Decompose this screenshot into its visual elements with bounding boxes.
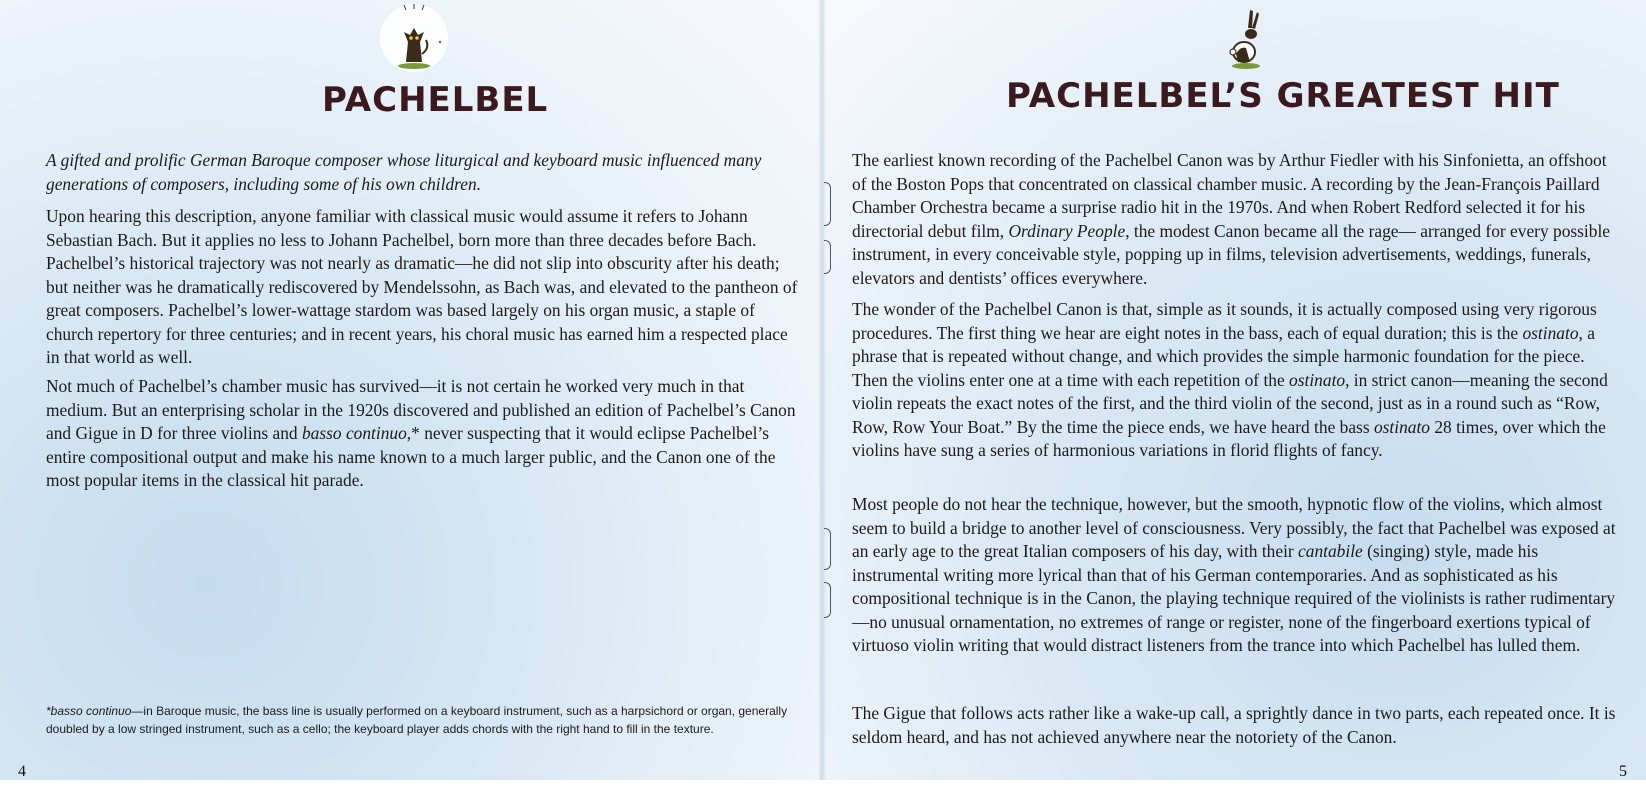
left-page-subtitle: A gifted and prolific German Baroque composer whose liturgical and keyboard music influenced many generations of composers, including some of his own children. [46,150,762,194]
cartoon-rabbit-icon [1224,6,1268,70]
ostinato-term-1: ostinato [1522,322,1579,343]
left-page [0,0,822,780]
ostinato-term-2: ostinato [1289,369,1346,390]
left-paragraph-2-text: Not much of Pachelbel’s chamber music has survived—it is not certain he worked very much in that medium. But an enterprising scholar in the 1920s discovered and published an edition of Pachelbel’s Canon and Gigue in D for three violins and [46,376,796,443]
right-paragraph-2-text-c: , in strict canon—meaning the second violin repeats the exact notes of the first, and the third violin of the second, just as in a round such as “Row, Row, Row Your Boat.” By the time the piece ends, we have heard the bass [852,369,1608,437]
booklet-gutter [818,0,826,780]
right-paragraph-2-text-a: The wonder of the Pachelbel Canon is that, simple as it sounds, it is actually composed using very rigorous procedures. The first thing we hear are eight notes in the bass, each of equal duration; this is the [852,299,1597,343]
left-paragraph-2 [46,375,800,493]
ostinato-term-3: ostinato [1373,416,1430,437]
right-paragraph-1-text: The earliest known recording of the Pachelbel Canon was by Arthur Fiedler with his Sinfonietta, an offshoot of the Boston Pops that concentrated on classical chamber music. A recording by the Jean-François Paillard Chamber Orchestra became a surprise radio hit in the 1970s. And when Robert Redford selected it for his directorial debut film, [852,150,1607,241]
right-paragraph-2 [852,298,1616,463]
footnote-term: *basso continuo [46,704,132,718]
right-paragraph-2-text-d: 28 times, over which the violins have sung a series of harmonious variations in florid flights of fancy. [852,416,1606,460]
staple-bottom [824,528,831,570]
right-paragraph-2-text-b: , a phrase that is repeated without change, and which provides the simple harmonic foundation for the piece. Then the violins enter one at a time with each repetition of the [852,322,1595,390]
footnote-text: —in Baroque music, the bass line is usually performed on a keyboard instrument, such as a harpsichord or organ, generally doubled by a low stringed instrument, such as a cello; the keyboard player adds chords with the right hand to fill in the texture. [46,704,788,736]
staple-bottom-lower [824,582,831,618]
right-paragraph-3-text-b: (singing) style, made his instrumental writing more lyrical than that of his German contemporaries. And as sophisticated as his compositional technique is in the Canon, the playing technique required of the violinists is rather rudimentary—no unusual ornamentation, no extremes of range or register, none of the fingerboard exertions typical of virtuoso violin writing that would distract listeners from the trance into which Pachelbel has lulled them. [852,541,1616,655]
right-paragraph-1 [852,149,1616,290]
film-title: Ordinary People [1008,220,1126,241]
cantabile-term: cantabile [1298,541,1363,561]
right-page-title: PACHELBEL’S GREATEST HIT [1006,76,1560,116]
left-page-number: 4 [18,763,26,780]
right-page [822,0,1646,780]
left-paragraph-1: Upon hearing this description, anyone familiar with classical music would assume it refers to Johann Sebastian Bach. But it applies no less to Johann Pachelbel, born more than three decades before Bach. Pachelbel’s historical trajectory was not nearly as dramatic—he did not slip into obscurity after his death; but neither was he dramatically rediscovered by Mendelssohn, as Bach was, and elevated to the pantheon of great composers. Pachelbel’s lower-wattage stardom was based largely on his organ music, a staple of church repertory for three centuries; and in recent years, his choral music has earned him a respected place in that world as well. [46,206,798,367]
right-paragraph-1-text-end: , the modest Canon became all the rage— arranged for every possible instrument, in every conceivable style, popping up in films, television advertisements, weddings, funerals, elevators and dentists’ offices everywhere. [852,220,1611,288]
footnote [46,702,806,738]
right-paragraph-3-text-a: Most people do not hear the technique, however, but the smooth, hypnotic flow of the violins, which almost seem to build a bridge to another level of consciousness. Very possibly, the fact that Pachelbel was exposed at an early age to the great Italian composers of his day, with their [852,494,1616,561]
scan-bottom-border [0,780,1646,800]
basso-continuo-term: basso continuo [301,423,407,443]
right-paragraph-4: The Gigue that follows acts rather like a wake-up call, a sprightly dance in two parts, each repeated once. It is seldom heard, and has not achieved anywhere near the notoriety of the Canon. [852,703,1616,747]
left-paragraph-2-text-end: ,* never suspecting that it would eclipse Pachelbel’s entire compositional output and make his name known to a much larger public, and the Canon one of the most popular items in the classical hit parade. [46,423,776,490]
right-page-number: 5 [1619,763,1627,780]
cartoon-cat-icon [376,2,452,74]
staple-top-lower [824,240,831,274]
left-page-title: PACHELBEL [322,80,549,120]
right-paragraph-3 [852,493,1618,658]
staple-top [824,182,831,226]
